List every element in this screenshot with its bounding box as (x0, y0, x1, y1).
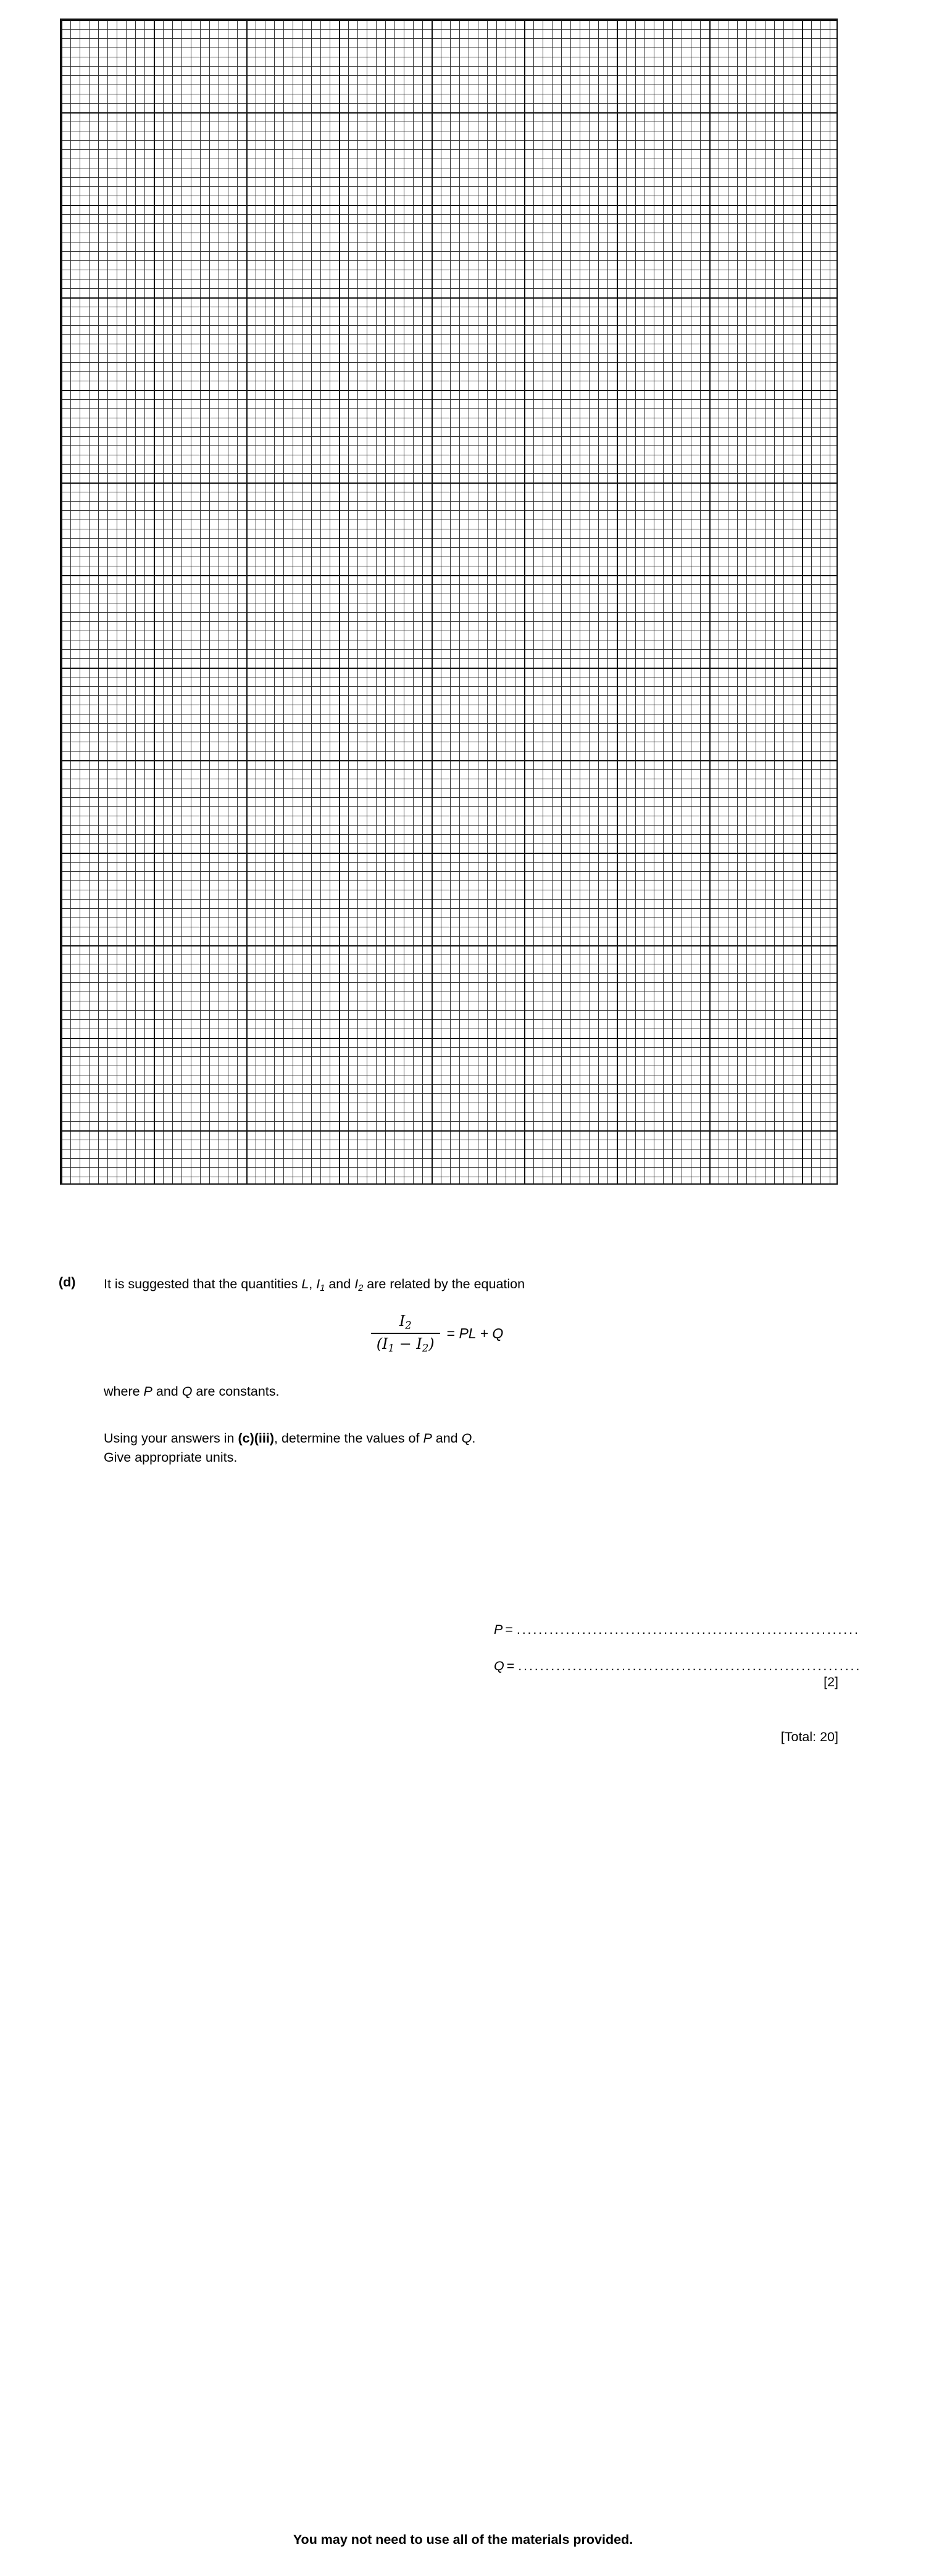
denominator-sub1: 1 (388, 1342, 394, 1354)
denominator-var2: I (416, 1335, 422, 1352)
answer-p-symbol: P (494, 1622, 503, 1637)
intro-after: are related by the equation (363, 1277, 525, 1291)
answer-line-q[interactable] (494, 1659, 861, 1674)
instruction-var-Q: Q (461, 1431, 472, 1446)
instruction-text-line2: Give appropriate units. (104, 1450, 238, 1465)
denominator-open-paren: ( (376, 1335, 383, 1352)
var-I1: I (316, 1277, 320, 1291)
equation-rhs-expression: PL + Q (459, 1325, 504, 1341)
intro-comma: , (309, 1277, 317, 1291)
graph-paper-grid (60, 19, 838, 1185)
var-I1-subscript: 1 (320, 1283, 325, 1294)
fraction-denominator (371, 1334, 440, 1354)
footer-note: You may not need to use all of the materials provided. (293, 2532, 633, 2547)
instruction-and: and (432, 1431, 462, 1446)
equation-right-hand-side (447, 1325, 504, 1342)
fraction-numerator (394, 1313, 417, 1333)
intro-and: and (325, 1277, 355, 1291)
where-constants-text (104, 1382, 279, 1401)
instruction-mid: , determine the values of (274, 1431, 423, 1446)
answer-line-p[interactable] (494, 1622, 860, 1638)
answer-q-dotted-line[interactable]: ............................................................... (518, 1659, 862, 1673)
question-intro-text (104, 1275, 525, 1295)
intro-before: It is suggested that the quantities (104, 1277, 302, 1291)
instruction-before: Using your answers in (104, 1431, 238, 1446)
denominator-minus: − (394, 1335, 417, 1352)
part-mark-badge: [2] (824, 1675, 838, 1689)
instruction-reference: (c)(iii) (238, 1431, 275, 1446)
displayed-equation (0, 1313, 926, 1354)
question-part-label: (d) (59, 1275, 76, 1290)
answer-q-equals: = (506, 1659, 515, 1673)
answer-p-equals: = (505, 1622, 513, 1637)
where-var-P: P (143, 1384, 152, 1399)
instruction-after: . (472, 1431, 476, 1446)
denominator-close-paren: ) (428, 1335, 435, 1352)
instruction-text-line1 (104, 1429, 475, 1448)
equation-fraction (371, 1313, 440, 1354)
answer-p-dotted-line[interactable]: ............................................................... (516, 1622, 860, 1637)
where-after: are constants. (192, 1384, 280, 1399)
total-mark-badge: [Total: 20] (780, 1729, 838, 1744)
answer-q-symbol: Q (494, 1659, 504, 1673)
equation-inner (371, 1313, 504, 1354)
numerator-var: I (399, 1312, 406, 1330)
where-before: where (104, 1384, 144, 1399)
where-mid: and (152, 1384, 182, 1399)
numerator-subscript: 2 (405, 1319, 412, 1331)
where-var-Q: Q (181, 1384, 193, 1399)
var-I2-subscript: 2 (358, 1283, 364, 1294)
var-I2: I (354, 1277, 359, 1291)
equation-equals-sign: = (446, 1325, 456, 1341)
var-L: L (301, 1277, 309, 1291)
denominator-var1: I (382, 1335, 388, 1352)
denominator-sub2: 2 (422, 1342, 429, 1354)
instruction-var-P: P (423, 1431, 432, 1446)
